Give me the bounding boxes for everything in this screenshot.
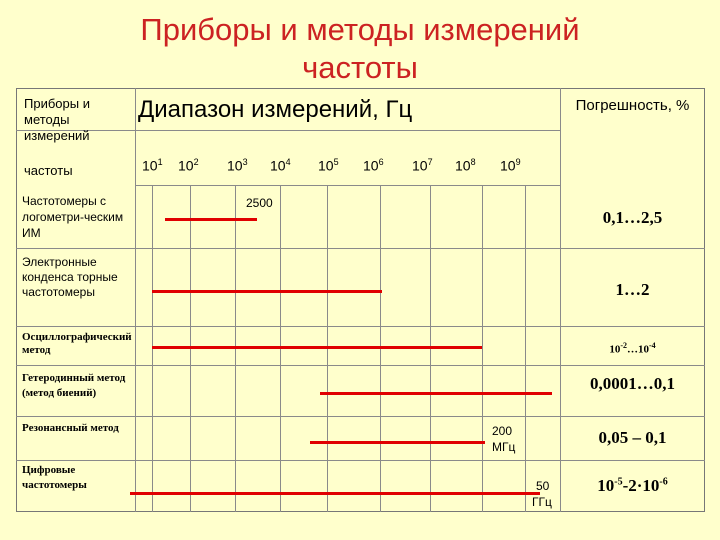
row-label-capacitor: Электронные конденса торные частотомеры [22,255,118,299]
header-range: Диапазон измерений, Гц [138,96,413,123]
tick-label: $10^9$ [500,157,521,174]
page-title-line1: Приборы и методы измерений [140,12,580,47]
grid-line [16,416,705,417]
error-logometric: 0,1…2,5 [602,208,663,227]
grid-line [135,88,136,512]
tick-label: $10^2$ [178,157,199,174]
header-col1-extra: частоты [24,163,73,178]
row-label-logometric: Частотомеры с логометри-ческим ИМ [22,194,124,240]
error-capacitor: 1…2 [615,280,650,299]
grid-line [16,460,705,461]
error-heterodyne: 0,0001…0,1 [590,374,675,393]
note-50: 50 [536,479,550,493]
grid-line [525,185,526,512]
tick-label: $10^7$ [412,157,433,174]
note-mhz: МГц [492,440,516,454]
tick-label: $10^8$ [455,157,476,174]
grid-line [16,326,705,327]
note-200: 200 [492,424,513,438]
header-error: Погрешность, % [575,97,690,114]
range-bar-capacitor [152,290,382,293]
error-digital: $10^{-5}-2\cdot 10^{-6}$ [597,476,668,495]
row-label-oscillograph: Осциллографический метод [22,331,132,356]
range-bar-logometric [165,218,257,221]
note-ghz: ГГц [532,495,552,509]
row-label-digital: Цифровые частотомеры [22,464,87,491]
row-label-resonance: Резонансный метод [22,422,119,434]
grid-line [135,185,560,186]
tick-label: $10^3$ [227,157,248,174]
page-title-line2: частоты [302,50,418,85]
error-resonance: 0,05 – 0,1 [598,428,667,447]
range-bar-resonance [310,441,485,444]
row-label-heterodyne: Гетеродинный метод (метод биений) [22,372,126,399]
range-bar-heterodyne [320,392,552,395]
range-bar-oscillograph [152,346,482,349]
tick-label: $10^6$ [363,157,384,174]
grid-line [482,185,483,512]
tick-label: $10^5$ [318,157,339,174]
tick-label: $10^1$ [142,157,163,174]
grid-line [16,365,705,366]
note-2500: 2500 [246,196,273,210]
frequency-table [16,88,705,512]
grid-line [16,248,705,249]
header-col1: Приборы и методы измерений [24,96,90,143]
range-bar-digital [130,492,540,495]
error-oscillograph: $10^{-2}\dots 10^{-4}$ [609,341,656,356]
tick-label: $10^4$ [270,157,291,174]
grid-line [560,88,561,512]
